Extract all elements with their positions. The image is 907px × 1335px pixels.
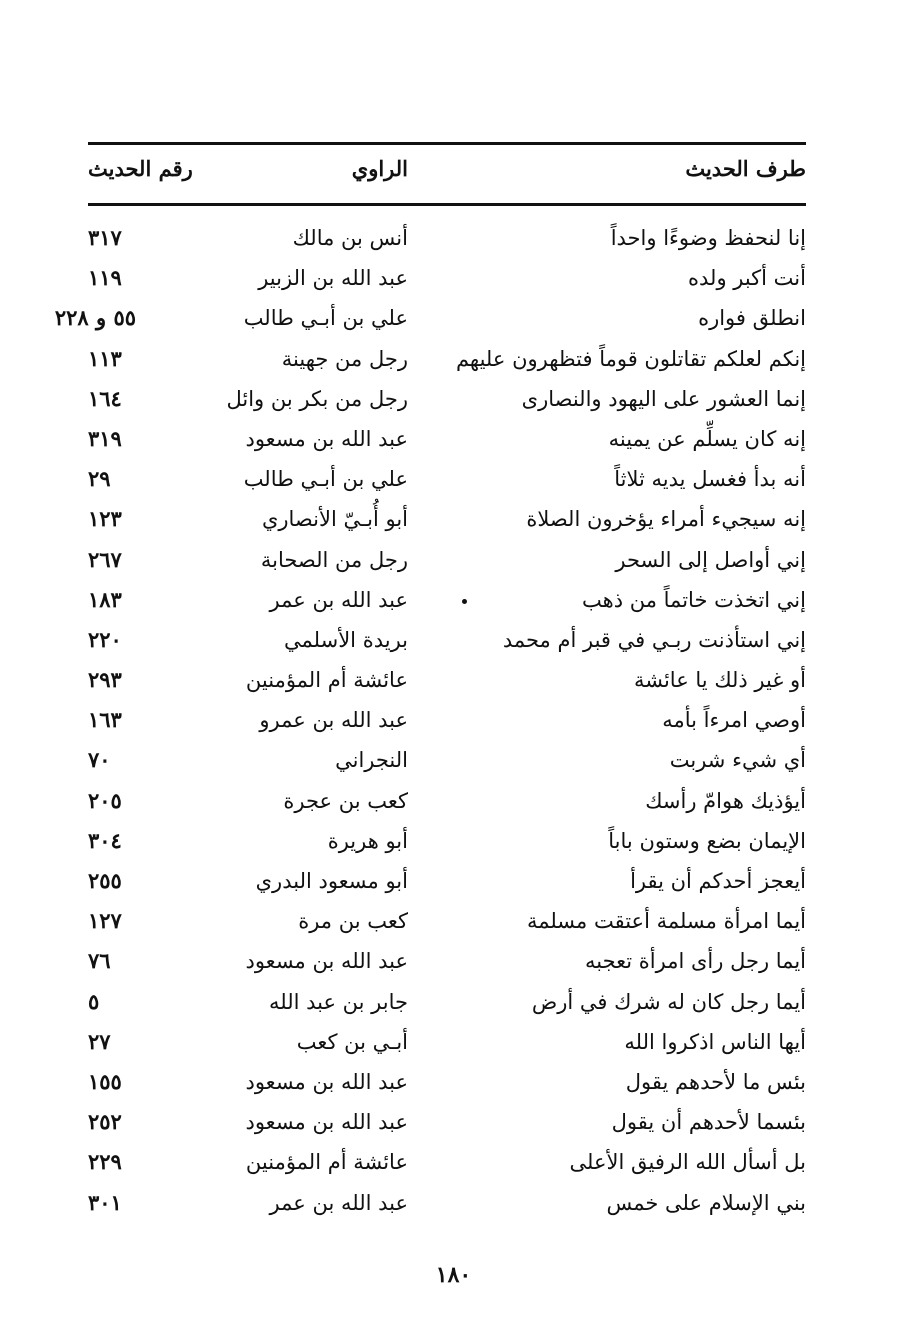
narrator: علي بن أبـي طالب bbox=[243, 467, 408, 492]
narrator: علي بن أبـي طالب bbox=[243, 306, 408, 331]
narrator: أبو هريرة bbox=[327, 828, 408, 853]
hadith-number: ٧٦ bbox=[88, 948, 111, 974]
narrator: عبد الله بن مسعود bbox=[245, 1110, 408, 1135]
hadith-beginning: بني الإسلام على خمس bbox=[606, 1190, 806, 1215]
hadith-beginning: الإيمان بضع وستون باباً bbox=[608, 828, 806, 853]
table-row bbox=[88, 821, 806, 861]
narrator: رجل من بكر بن وائل bbox=[226, 386, 408, 411]
hadith-number: ١٥٥ bbox=[88, 1068, 122, 1094]
hadith-beginning: إني استأذنت ربـي في قبر أم محمد bbox=[502, 627, 806, 652]
table-body bbox=[54, 218, 806, 1223]
hadith-beginning: أيؤذيك هوامّ رأسك bbox=[645, 788, 806, 813]
hadith-beginning: أنت أكبر ولده bbox=[688, 266, 806, 291]
hadith-beginning: أو غير ذلك يا عائشة bbox=[633, 668, 806, 693]
hadith-beginning: إني اتخذت خاتماً من ذهب bbox=[582, 587, 806, 612]
hadith-number: ٥٥ و ٢٢٨ bbox=[54, 305, 136, 331]
narrator: أنس بن مالك bbox=[292, 226, 408, 250]
narrator: عبد الله بن عمرو bbox=[259, 708, 408, 733]
hadith-number: ٢٠٥ bbox=[88, 787, 122, 813]
narrator: أبو مسعود البدري bbox=[255, 869, 408, 893]
hadith-number: ٢٦٧ bbox=[88, 546, 122, 572]
hadith-beginning: بئس ما لأحدهم يقول bbox=[625, 1069, 806, 1094]
table-row bbox=[88, 700, 806, 740]
hadith-number: ١٢٧ bbox=[88, 908, 122, 934]
hadith-number: ٢٢٠ bbox=[88, 626, 122, 652]
table-row bbox=[88, 540, 806, 580]
hadith-beginning: بئسما لأحدهم أن يقول bbox=[611, 1110, 806, 1135]
narrator: عائشة أم المؤمنين bbox=[245, 668, 408, 693]
hadith-beginning: بل أسأل الله الرفيق الأعلى bbox=[569, 1150, 806, 1175]
hadith-beginning: إنه سيجيء أمراء يؤخرون الصلاة bbox=[526, 507, 806, 532]
table-row bbox=[88, 1142, 806, 1182]
narrator: كعب بن مرة bbox=[298, 909, 408, 934]
table-row bbox=[88, 459, 806, 499]
table-header-rule bbox=[88, 203, 806, 206]
table-row bbox=[88, 660, 806, 700]
table-row bbox=[88, 1062, 806, 1102]
table-row bbox=[88, 580, 806, 620]
hadith-number: ٣١٧ bbox=[88, 225, 122, 250]
table-row bbox=[88, 379, 806, 419]
hadith-number: ٧٠ bbox=[88, 747, 111, 773]
hadith-number: ٢٩٣ bbox=[88, 667, 122, 693]
hadith-number: ٣٠٤ bbox=[88, 827, 122, 853]
table-row bbox=[88, 258, 806, 298]
hadith-number: ٢٢٩ bbox=[88, 1149, 122, 1175]
table-top-rule bbox=[88, 142, 806, 145]
hadith-beginning: إنكم لعلكم تقاتلون قوماً فتظهرون عليهم bbox=[455, 346, 806, 371]
hadith-beginning: أيما رجل رأى امرأة تعجبه bbox=[585, 949, 806, 974]
table-row bbox=[54, 298, 806, 338]
hadith-number: ٢٥٢ bbox=[88, 1109, 122, 1135]
hadith-number: ٢٩ bbox=[88, 466, 111, 492]
hadith-beginning: إنه كان يسلِّم عن يمينه bbox=[608, 426, 806, 451]
hadith-beginning: أيعجز أحدكم أن يقرأ bbox=[630, 869, 806, 893]
table-row bbox=[88, 781, 806, 821]
hadith-beginning: أوصي امرءاً بأمه bbox=[662, 708, 806, 733]
narrator: أبو أُبـيّ الأنصاري bbox=[261, 507, 408, 532]
hadith-number: ١١٩ bbox=[88, 265, 122, 291]
narrator: كعب بن عجرة bbox=[283, 788, 408, 813]
narrator: عبد الله بن مسعود bbox=[245, 426, 408, 451]
table-row bbox=[88, 1183, 806, 1223]
table-row bbox=[88, 982, 806, 1022]
hadith-number: ١٦٤ bbox=[88, 385, 122, 411]
hadith-number: ٣٠١ bbox=[88, 1189, 122, 1215]
hadith-number: ١٢٣ bbox=[88, 506, 122, 532]
narrator: عبد الله بن مسعود bbox=[245, 1069, 408, 1094]
table-row bbox=[88, 419, 806, 459]
header-narrator: الراوي bbox=[351, 156, 408, 181]
table-row bbox=[88, 1102, 806, 1142]
hadith-number: ١٨٣ bbox=[88, 586, 122, 612]
hadith-beginning: إني أواصل إلى السحر bbox=[615, 547, 806, 572]
narrator: عبد الله بن الزبير bbox=[258, 266, 408, 291]
narrator: عبد الله بن مسعود bbox=[245, 949, 408, 974]
table-row bbox=[88, 620, 806, 660]
table-row bbox=[88, 740, 806, 780]
narrator: بريدة الأسلمي bbox=[284, 627, 408, 652]
hadith-number: ٢٧ bbox=[88, 1028, 111, 1054]
narrator: عبد الله بن عمر bbox=[269, 587, 408, 612]
hadith-beginning: أنه بدأ فغسل يديه ثلاثاً bbox=[614, 467, 806, 492]
table-row bbox=[88, 339, 806, 379]
hadith-number: ٣١٩ bbox=[88, 425, 122, 451]
header-hadith-number: رقم الحديث bbox=[88, 156, 193, 181]
table-row bbox=[88, 861, 806, 901]
table-row bbox=[88, 1022, 806, 1062]
hadith-beginning: إنما العشور على اليهود والنصارى bbox=[521, 386, 806, 411]
table-row bbox=[88, 901, 806, 941]
hadith-beginning: انطلق فواره bbox=[698, 306, 806, 331]
hadith-number: ٢٥٥ bbox=[88, 868, 122, 893]
hadith-beginning: أيها الناس اذكروا الله bbox=[624, 1029, 806, 1054]
hadith-beginning: أي شيء شربت bbox=[669, 748, 806, 773]
hadith-beginning: أيما امرأة مسلمة أعتقت مسلمة bbox=[526, 909, 806, 934]
table-row bbox=[88, 218, 806, 258]
narrator: رجل من الصحابة bbox=[260, 547, 408, 572]
narrator: أبـي بن كعب bbox=[296, 1029, 408, 1054]
margin-dot bbox=[462, 599, 467, 604]
narrator: جابر بن عبد الله bbox=[268, 989, 408, 1014]
hadith-beginning: إنا لنحفظ وضوءًا واحداً bbox=[610, 226, 806, 250]
table-row bbox=[88, 499, 806, 539]
narrator: النجراني bbox=[335, 748, 408, 773]
hadith-number: ١١٣ bbox=[88, 345, 122, 371]
page-number: ١٨٠ bbox=[435, 1262, 472, 1288]
table-row bbox=[88, 941, 806, 981]
narrator: عبد الله بن عمر bbox=[269, 1190, 408, 1215]
header-hadith-beginning: طرف الحديث bbox=[685, 156, 806, 181]
narrator: عائشة أم المؤمنين bbox=[245, 1150, 408, 1175]
table-header bbox=[88, 150, 806, 196]
narrator: رجل من جهينة bbox=[281, 346, 408, 371]
hadith-beginning: أيما رجل كان له شرك في أرض bbox=[531, 989, 806, 1014]
hadith-number: ١٦٣ bbox=[88, 707, 122, 733]
hadith-number: ٥ bbox=[88, 988, 100, 1014]
